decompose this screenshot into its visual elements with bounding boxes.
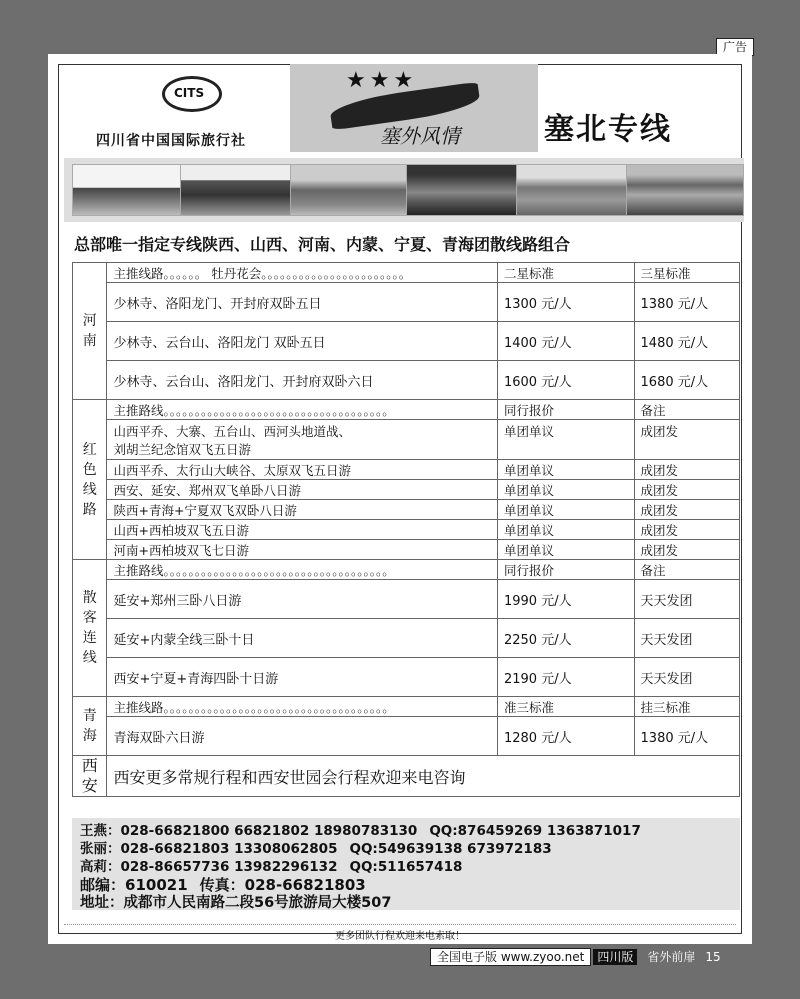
postcode: 610021 bbox=[125, 876, 188, 894]
price2: 1680 元/人 bbox=[634, 361, 739, 400]
route-name: 山西+西柏坡双飞五日游 bbox=[107, 520, 498, 540]
route-name: 延安+内蒙全线三卧十日 bbox=[107, 619, 498, 658]
page-number: 15 bbox=[705, 950, 721, 964]
header-price1: 准三标准 bbox=[497, 697, 634, 717]
route-name: 西安、延安、郑州双飞单卧八日游 bbox=[107, 480, 498, 500]
price1: 单团单议 bbox=[497, 520, 634, 540]
table-row bbox=[73, 322, 740, 361]
contact-qq: QQ:876459269 1363871017 bbox=[429, 823, 641, 839]
contact-qq: QQ:549639138 673972183 bbox=[349, 841, 552, 857]
header-route: 主推路线。。。。。。。。。。。。。。。。。。。。。。。。。。。。。。。。。。。。 bbox=[107, 400, 498, 420]
price1: 1300 元/人 bbox=[497, 283, 634, 322]
photo-gate bbox=[180, 164, 298, 216]
price1: 单团单议 bbox=[497, 500, 634, 520]
region-label: 青海 bbox=[73, 697, 107, 756]
photo-danxia bbox=[626, 164, 744, 216]
address-line bbox=[80, 894, 732, 912]
advert-page bbox=[48, 54, 752, 944]
route-name: 河南+西柏坡双飞七日游 bbox=[107, 540, 498, 560]
header-route: 主推路线。。。。。。。。。。。。。。。。。。。。。。。。。。。。。。。。。。。。 bbox=[107, 560, 498, 580]
contact-name: 高莉： bbox=[80, 859, 121, 875]
price2: 天天发团 bbox=[634, 619, 739, 658]
subtitle: 总部唯一指定专线陕西、山西、河南、内蒙、宁夏、青海团散线路组合 bbox=[74, 235, 571, 254]
header-price1: 同行报价 bbox=[497, 400, 634, 420]
header-route: 主推线路。。。。。。。。。。。。。。。。。。。。。。。。。。。。。。。。。。。。 bbox=[107, 697, 498, 717]
table-row bbox=[73, 500, 740, 520]
header-price2: 挂三标准 bbox=[634, 697, 739, 717]
contact-phones: 028-66821800 66821802 18980783130 bbox=[120, 823, 418, 839]
fax-label: 传真： bbox=[199, 876, 245, 894]
route-name: 延安+郑州三卧八日游 bbox=[107, 580, 498, 619]
table-row bbox=[73, 580, 740, 619]
price1: 1600 元/人 bbox=[497, 361, 634, 400]
route-name: 少林寺、云台山、洛阳龙门 双卧五日 bbox=[107, 322, 498, 361]
routes-table bbox=[72, 262, 740, 797]
photo-strip bbox=[64, 158, 744, 222]
slogan: 塞外风情 bbox=[380, 124, 460, 148]
route-name: 西安+宁夏+青海四卧十日游 bbox=[107, 658, 498, 697]
table-row bbox=[73, 619, 740, 658]
price2: 天天发团 bbox=[634, 580, 739, 619]
price1: 单团单议 bbox=[497, 540, 634, 560]
photo-pagoda bbox=[290, 164, 408, 216]
region-label: 河南 bbox=[73, 263, 107, 400]
price2: 成团发 bbox=[634, 500, 739, 520]
route-line2: 刘胡兰纪念馆双飞五日游 bbox=[113, 441, 251, 457]
route-name: 山西平乔、太行山大峡谷、太原双飞五日游 bbox=[107, 460, 498, 480]
table-row bbox=[73, 480, 740, 500]
price2: 成团发 bbox=[634, 460, 739, 480]
price1: 单团单议 bbox=[497, 480, 634, 500]
contact-line bbox=[80, 858, 732, 876]
route-name bbox=[107, 420, 498, 460]
contact-line bbox=[80, 822, 732, 840]
stars-icon: ★★★ bbox=[346, 68, 418, 93]
table-header-row bbox=[73, 697, 740, 717]
table-row bbox=[73, 283, 740, 322]
region-label: 西安 bbox=[73, 756, 107, 797]
page-footer bbox=[430, 948, 721, 965]
table-header-row bbox=[73, 400, 740, 420]
price1: 单团单议 bbox=[497, 420, 634, 460]
price1: 1280 元/人 bbox=[497, 717, 634, 756]
contact-phones: 028-66821803 13308062805 bbox=[120, 841, 338, 857]
header-price2: 备注 bbox=[634, 400, 739, 420]
table-row bbox=[73, 658, 740, 697]
headline: 塞北专线 bbox=[544, 112, 672, 147]
slogan-banner bbox=[290, 64, 538, 152]
logo-text: CITS bbox=[174, 86, 205, 100]
price2: 成团发 bbox=[634, 520, 739, 540]
photo-desert bbox=[406, 164, 524, 216]
contact-name: 王燕： bbox=[80, 823, 121, 839]
price2: 成团发 bbox=[634, 540, 739, 560]
footer-note: 更多团队行程欢迎来电索取！ bbox=[64, 924, 736, 942]
header-price2: 备注 bbox=[634, 560, 739, 580]
header-price2: 三星标准 bbox=[634, 263, 739, 283]
price2: 1380 元/人 bbox=[634, 283, 739, 322]
price2: 天天发团 bbox=[634, 658, 739, 697]
table-header-row bbox=[73, 560, 740, 580]
route-name: 青海双卧六日游 bbox=[107, 717, 498, 756]
table-row bbox=[73, 717, 740, 756]
route-name: 少林寺、云台山、洛阳龙门、开封府双卧六日 bbox=[107, 361, 498, 400]
table-row bbox=[73, 520, 740, 540]
xian-note: 西安更多常规行程和西安世园会行程欢迎来电咨询 bbox=[107, 756, 740, 797]
table-row bbox=[73, 420, 740, 460]
photo-lake bbox=[516, 164, 634, 216]
route-name: 陕西+青海+宁夏双飞双卧八日游 bbox=[107, 500, 498, 520]
website-label[interactable]: 全国电子版 www.zyoo.net bbox=[430, 948, 591, 966]
header-route: 主推线路。。。。。。 牡丹花会。。。。。。。。。。。。。。。。。。。。。。。 bbox=[107, 263, 498, 283]
contact-phones: 028-86657736 13982296132 bbox=[120, 859, 338, 875]
fax: 028-66821803 bbox=[244, 876, 366, 894]
price2: 1380 元/人 bbox=[634, 717, 739, 756]
company-name: 四川省中国国际旅行社 bbox=[96, 133, 246, 149]
route-line1: 山西平乔、大寨、五台山、西河头地道战、 bbox=[113, 423, 351, 439]
header-price1: 同行报价 bbox=[497, 560, 634, 580]
photo-temple bbox=[72, 164, 190, 216]
price2: 成团发 bbox=[634, 480, 739, 500]
table-row bbox=[73, 540, 740, 560]
price1: 2190 元/人 bbox=[497, 658, 634, 697]
postcode-line bbox=[80, 876, 732, 894]
table-row bbox=[73, 361, 740, 400]
cits-logo bbox=[70, 70, 295, 150]
table-header-row bbox=[73, 263, 740, 283]
contact-box bbox=[72, 818, 740, 910]
region-label: 散客连线 bbox=[73, 560, 107, 697]
postcode-label: 邮编： bbox=[80, 876, 126, 894]
price1: 1400 元/人 bbox=[497, 322, 634, 361]
table-row bbox=[73, 460, 740, 480]
price1: 2250 元/人 bbox=[497, 619, 634, 658]
contact-name: 张丽： bbox=[80, 841, 121, 857]
region-label: 红色线路 bbox=[73, 400, 107, 560]
contact-qq: QQ:511657418 bbox=[349, 859, 463, 875]
contact-line bbox=[80, 840, 732, 858]
section-label: 省外前扉 bbox=[647, 950, 696, 964]
address-label: 地址： bbox=[80, 895, 124, 911]
edition-label: 四川版 bbox=[593, 949, 637, 965]
route-name: 少林寺、洛阳龙门、开封府双卧五日 bbox=[107, 283, 498, 322]
price1: 单团单议 bbox=[497, 460, 634, 480]
ad-tag: 广告 bbox=[716, 38, 754, 56]
price1: 1990 元/人 bbox=[497, 580, 634, 619]
price2: 1480 元/人 bbox=[634, 322, 739, 361]
table-row bbox=[73, 756, 740, 797]
address: 成都市人民南路二段56号旅游局大楼507 bbox=[123, 895, 392, 911]
header-price1: 二星标准 bbox=[497, 263, 634, 283]
price2: 成团发 bbox=[634, 420, 739, 460]
